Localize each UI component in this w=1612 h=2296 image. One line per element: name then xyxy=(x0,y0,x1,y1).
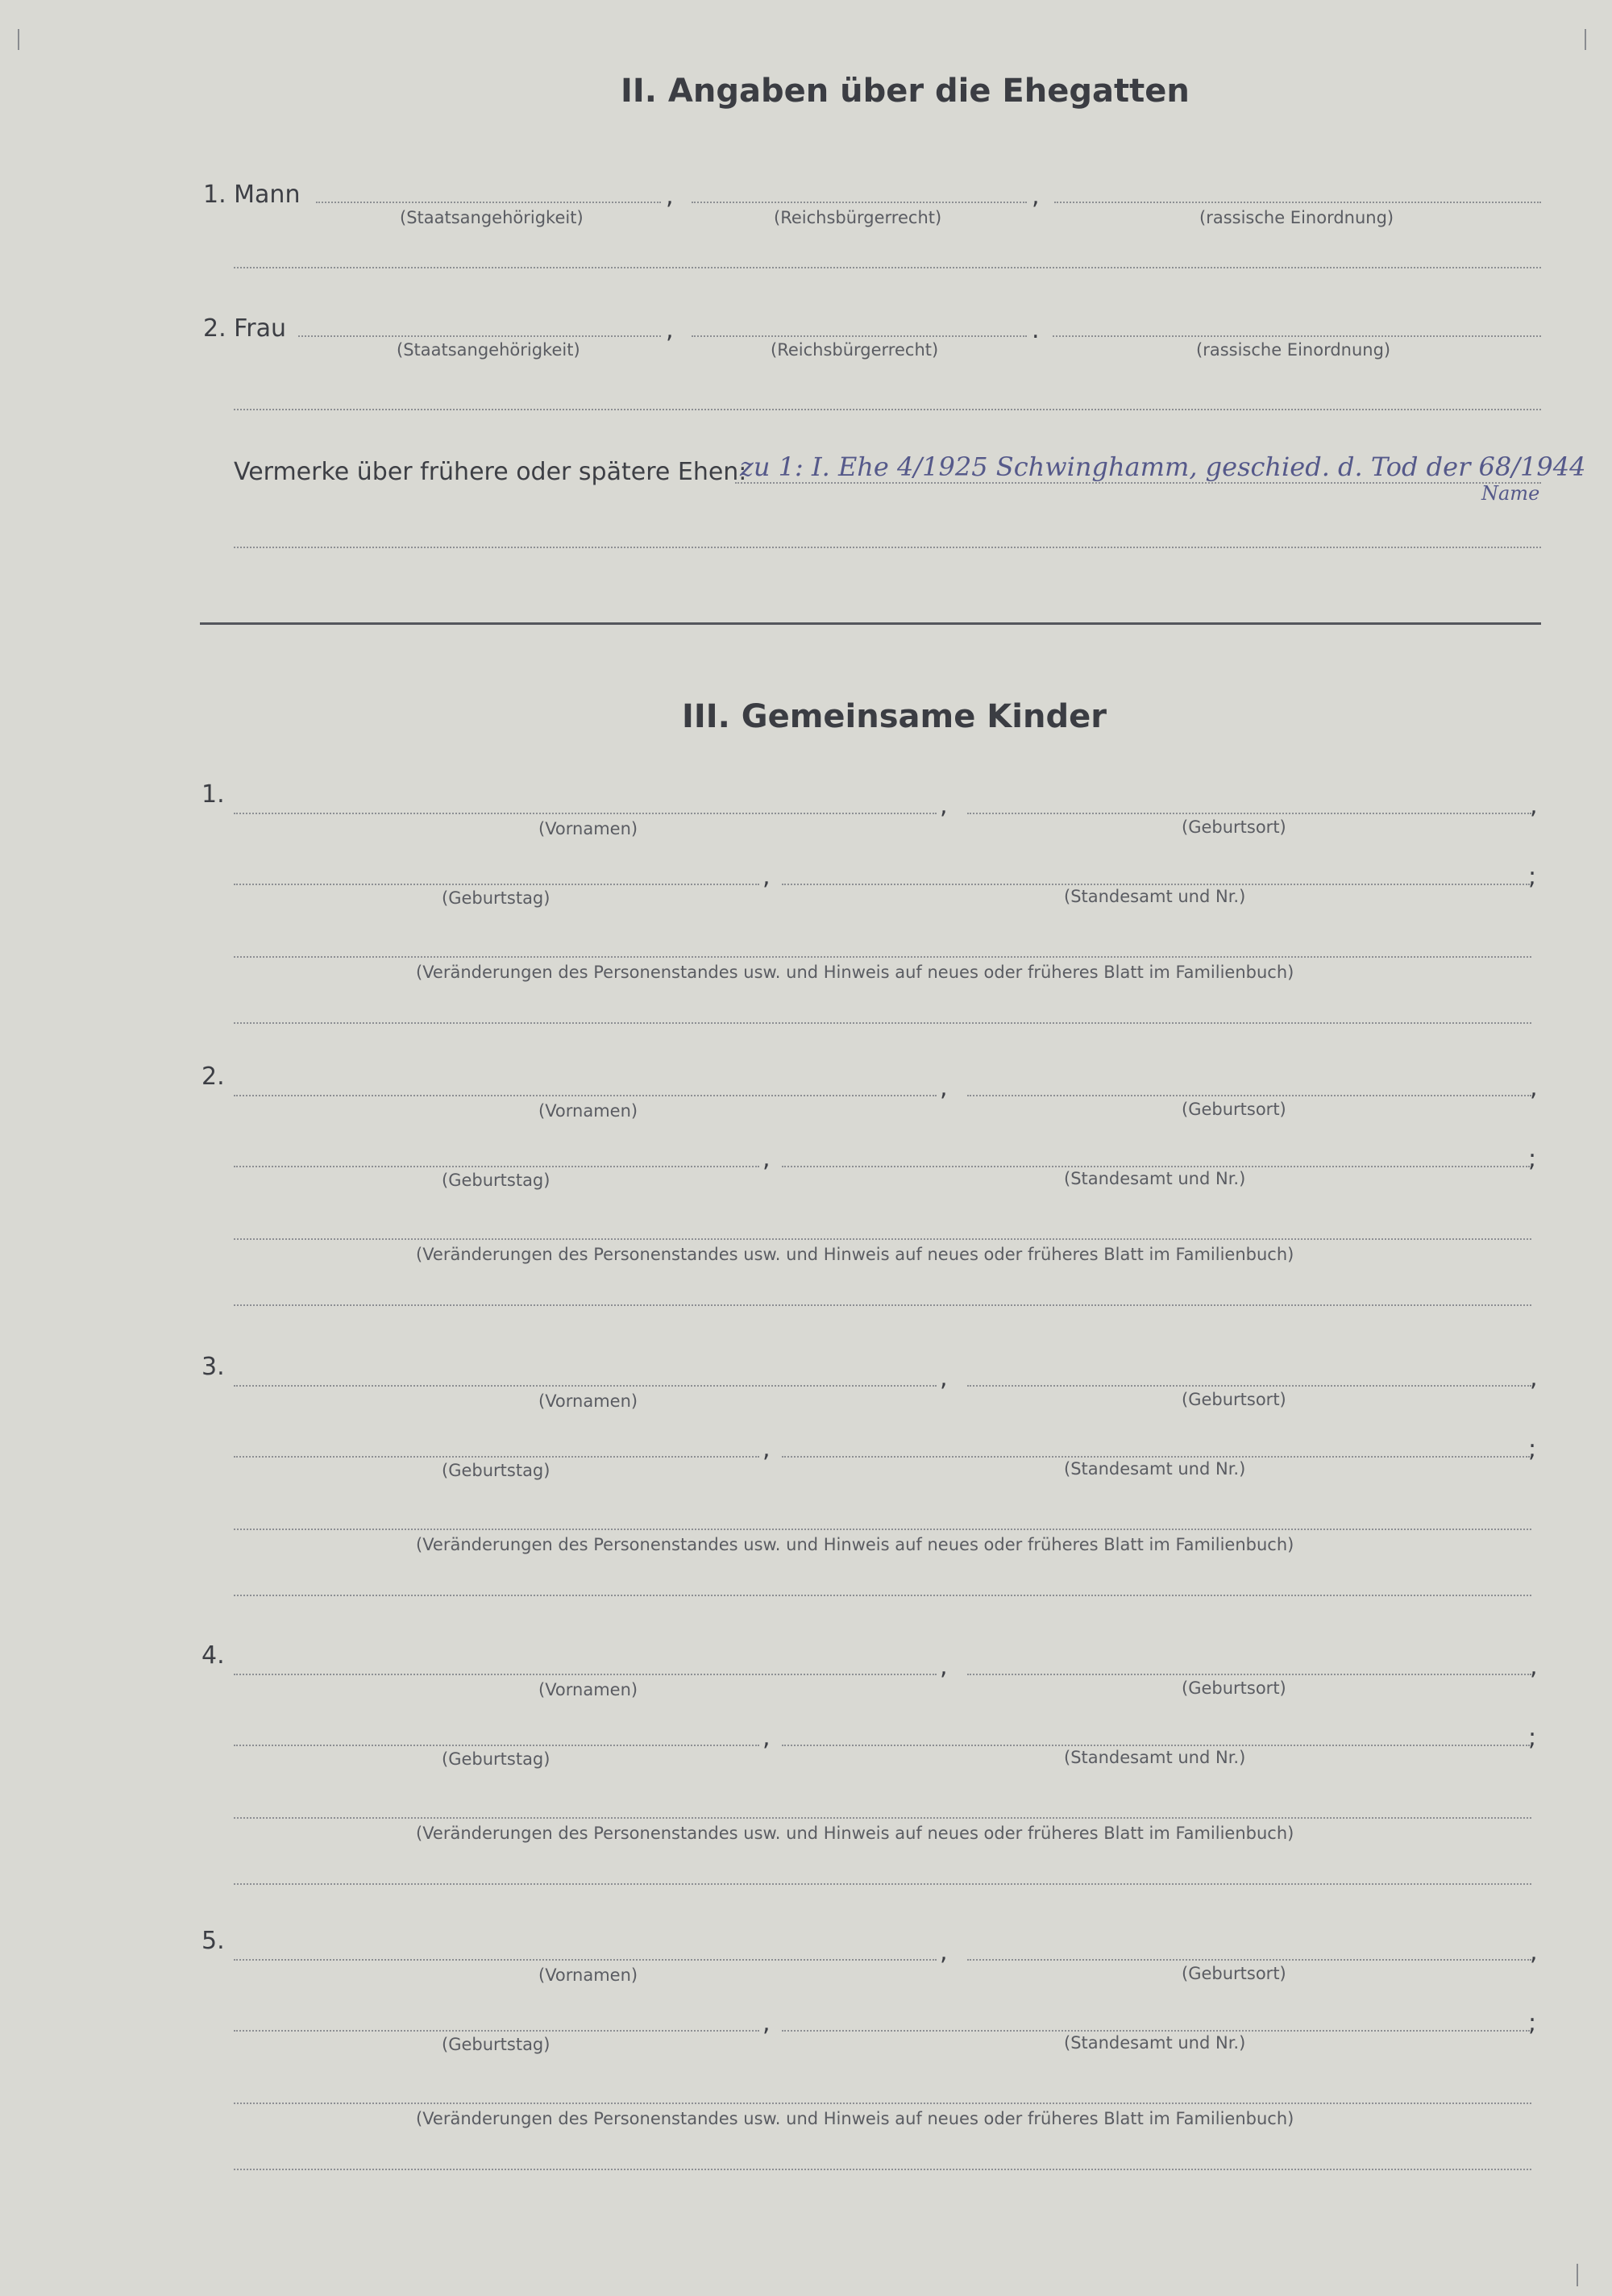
child-4-vornamen-caption: (Vornamen) xyxy=(538,1680,638,1699)
child-4-veraenderungen-caption: (Veränderungen des Personenstandes usw. und Hinweis auf neues oder früheres Blatt im Familienbuch) xyxy=(416,1824,1294,1843)
child-4-comma-1: , xyxy=(940,1653,948,1681)
child-3-standesamt-line xyxy=(782,1456,1530,1458)
child-5-comma-1: , xyxy=(940,1938,948,1966)
form-page: II. Angaben über die Ehegatten 1. Mann , , (Staatsangehörigkeit) (Reichsbürgerrecht) (rassische Einordnung) 2. Frau , . (Staatsangehörigkeit) (Reichsbürgerrecht) (rassische Einordnung) Vermerke über frühere oder spätere Ehen: zu 1: I. Ehe 4/1925 Schwinghamm, geschied. d. Tod der 68/1944 Name III. Gemeinsame Kinder 1. , , (Vornamen) (Geburtsort) , ; (Geburtstag) (Standesamt und Nr.) (Veränderungen des Personenstandes usw. und Hinweis auf neues oder früheres Blatt im Familienbuch) 2. , , (Vornamen) (Geburtsort) , ; (Geburtstag) (Standesamt und Nr.) (Veränderungen des Personenstandes usw. und Hinweis auf neues oder früheres Blatt im Familienbuch) 3. , , (Vornamen) (Geburtsort) , ; (Geburtstag) (Standesamt und Nr.) (Veränderungen des Personenstandes usw. und Hinweis auf neues oder früheres Blatt im Familienbuch) 4. , , (Vornamen) (Geburtsort) , ; (Geburtstag) (Standesamt und Nr.) (Veränderungen des Personenstandes usw. und Hinweis auf neues oder früheres Blatt im Familienbuch) 5. , , (Vornamen) (Geburtsort) , ; (Geburtstag) (Standesamt und Nr.) (Veränderungen des Personenstandes usw. und Hinweis auf neues oder früheres Blatt im Familienbuch) xyxy=(0,0,1612,2296)
child-1-veraenderungen-line xyxy=(234,956,1531,958)
child-4-semicolon: ; xyxy=(1528,1724,1537,1752)
child-4-comma-2: , xyxy=(1530,1653,1538,1681)
child-5-geburtsort-caption: (Geburtsort) xyxy=(1182,1964,1286,1983)
child-3-number: 3. xyxy=(202,1353,225,1381)
child-5-semicolon: ; xyxy=(1528,2009,1537,2037)
child-1-veraenderungen-caption: (Veränderungen des Personenstandes usw. und Hinweis auf neues oder früheres Blatt im Familienbuch) xyxy=(416,963,1294,982)
child-2-veraenderungen-caption: (Veränderungen des Personenstandes usw. und Hinweis auf neues oder früheres Blatt im Familienbuch) xyxy=(416,1245,1294,1264)
section-separator xyxy=(200,622,1541,625)
child-2-number: 2. xyxy=(202,1063,225,1091)
child-5-number: 5. xyxy=(202,1927,225,1955)
mann-reich-caption: (Reichsbürgerrecht) xyxy=(774,208,942,227)
child-4-standesamt-line xyxy=(782,1745,1530,1746)
child-3-comma-3: , xyxy=(762,1435,771,1463)
child-5-geburtsort-line xyxy=(967,1959,1531,1961)
child-3-geburtsort-caption: (Geburtsort) xyxy=(1182,1390,1286,1409)
child-4-comma-3: , xyxy=(762,1724,771,1752)
child-1-comma-2: , xyxy=(1530,792,1538,820)
child-4-number: 4. xyxy=(202,1641,225,1670)
child-3-geburtstag-line xyxy=(234,1456,759,1458)
mann-rasse-caption: (rassische Einordnung) xyxy=(1199,208,1394,227)
child-5-geburtstag-caption: (Geburtstag) xyxy=(442,2035,550,2054)
child-2-vornamen-caption: (Vornamen) xyxy=(538,1101,638,1121)
child-1-extra-line xyxy=(234,1022,1531,1024)
child-5-standesamt-caption: (Standesamt und Nr.) xyxy=(1064,2033,1246,2053)
child-3-vornamen-caption: (Vornamen) xyxy=(538,1391,638,1411)
child-1-geburtsort-caption: (Geburtsort) xyxy=(1182,817,1286,837)
edge-mark-right xyxy=(1585,29,1586,50)
child-5-standesamt-line xyxy=(782,2030,1530,2032)
child-1-geburtstag-line xyxy=(234,884,759,885)
child-5-extra-line xyxy=(234,2169,1531,2170)
frau-label: 2. Frau xyxy=(203,314,286,343)
child-1-vornamen-line xyxy=(234,813,937,814)
child-4-geburtstag-line xyxy=(234,1745,759,1746)
child-3-extra-line xyxy=(234,1595,1531,1596)
frau-extra-line xyxy=(234,409,1541,410)
child-2-geburtstag-caption: (Geburtstag) xyxy=(442,1171,550,1190)
child-1-standesamt-line xyxy=(782,884,1530,885)
mann-staat-line xyxy=(316,202,661,203)
frau-reich-line xyxy=(692,335,1027,337)
child-4-veraenderungen-line xyxy=(234,1817,1531,1819)
frau-rasse-caption: (rassische Einordnung) xyxy=(1196,340,1391,360)
child-1-geburtsort-line xyxy=(967,813,1531,814)
child-2-comma-2: , xyxy=(1530,1074,1538,1102)
child-5-geburtstag-line xyxy=(234,2030,759,2032)
child-3-geburtstag-caption: (Geburtstag) xyxy=(442,1461,550,1480)
child-2-standesamt-caption: (Standesamt und Nr.) xyxy=(1064,1169,1246,1188)
vermerke-label: Vermerke über frühere oder spätere Ehen: xyxy=(234,458,747,486)
frau-staat-line xyxy=(298,335,661,337)
child-3-standesamt-caption: (Standesamt und Nr.) xyxy=(1064,1459,1246,1479)
vermerke-extra-line xyxy=(234,547,1541,548)
child-4-vornamen-line xyxy=(234,1674,937,1675)
child-4-geburtsort-line xyxy=(967,1674,1531,1675)
child-3-semicolon: ; xyxy=(1528,1435,1537,1463)
child-3-comma-2: , xyxy=(1530,1364,1538,1392)
child-2-comma-3: , xyxy=(762,1145,771,1173)
child-1-comma-1: , xyxy=(940,792,948,820)
child-5-comma-2: , xyxy=(1530,1938,1538,1966)
child-5-vornamen-line xyxy=(234,1959,937,1961)
child-4-geburtsort-caption: (Geburtsort) xyxy=(1182,1678,1286,1698)
child-2-geburtsort-line xyxy=(967,1095,1531,1096)
child-2-veraenderungen-line xyxy=(234,1238,1531,1240)
section-2-title: II. Angaben über die Ehegatten xyxy=(621,73,1190,110)
child-1-number: 1. xyxy=(202,780,225,809)
child-1-semicolon: ; xyxy=(1528,863,1537,891)
child-3-comma-1: , xyxy=(940,1364,948,1392)
child-5-veraenderungen-caption: (Veränderungen des Personenstandes usw. und Hinweis auf neues oder früheres Blatt im Familienbuch) xyxy=(416,2109,1294,2128)
edge-mark-left xyxy=(18,29,19,50)
child-4-standesamt-caption: (Standesamt und Nr.) xyxy=(1064,1748,1246,1767)
child-5-vornamen-caption: (Vornamen) xyxy=(538,1965,638,1985)
child-3-geburtsort-line xyxy=(967,1385,1531,1387)
frau-staat-caption: (Staatsangehörigkeit) xyxy=(397,340,580,360)
child-1-comma-3: , xyxy=(762,863,771,891)
child-2-geburtsort-caption: (Geburtsort) xyxy=(1182,1100,1286,1119)
child-2-comma-1: , xyxy=(940,1074,948,1102)
child-4-geburtstag-caption: (Geburtstag) xyxy=(442,1749,550,1769)
child-5-veraenderungen-line xyxy=(234,2103,1531,2104)
mann-reich-line xyxy=(692,202,1027,203)
mann-staat-caption: (Staatsangehörigkeit) xyxy=(400,208,584,227)
frau-rasse-line xyxy=(1053,335,1541,337)
child-2-extra-line xyxy=(234,1304,1531,1306)
child-3-vornamen-line xyxy=(234,1385,937,1387)
mann-label: 1. Mann xyxy=(203,181,301,209)
section-3-title: III. Gemeinsame Kinder xyxy=(682,698,1107,735)
child-1-vornamen-caption: (Vornamen) xyxy=(538,819,638,838)
child-2-standesamt-line xyxy=(782,1166,1530,1167)
child-1-geburtstag-caption: (Geburtstag) xyxy=(442,888,550,908)
child-5-comma-3: , xyxy=(762,2009,771,2037)
child-1-standesamt-caption: (Standesamt und Nr.) xyxy=(1064,887,1246,906)
vermerke-handwriting: zu 1: I. Ehe 4/1925 Schwinghamm, geschied. d. Tod der 68/1944 xyxy=(740,451,1586,482)
vermerke-line xyxy=(735,482,1541,484)
child-3-veraenderungen-caption: (Veränderungen des Personenstandes usw. und Hinweis auf neues oder früheres Blatt im Familienbuch) xyxy=(416,1535,1294,1554)
child-2-geburtstag-line xyxy=(234,1166,759,1167)
child-2-semicolon: ; xyxy=(1528,1145,1537,1173)
frau-reich-caption: (Reichsbürgerrecht) xyxy=(771,340,939,360)
mann-extra-line xyxy=(234,267,1541,268)
mann-rasse-line xyxy=(1054,202,1541,203)
child-4-extra-line xyxy=(234,1883,1531,1885)
vermerke-handwriting-2: Name xyxy=(1481,482,1540,505)
edge-mark-bottom-right xyxy=(1577,2264,1578,2286)
child-3-veraenderungen-line xyxy=(234,1529,1531,1530)
child-2-vornamen-line xyxy=(234,1095,937,1096)
